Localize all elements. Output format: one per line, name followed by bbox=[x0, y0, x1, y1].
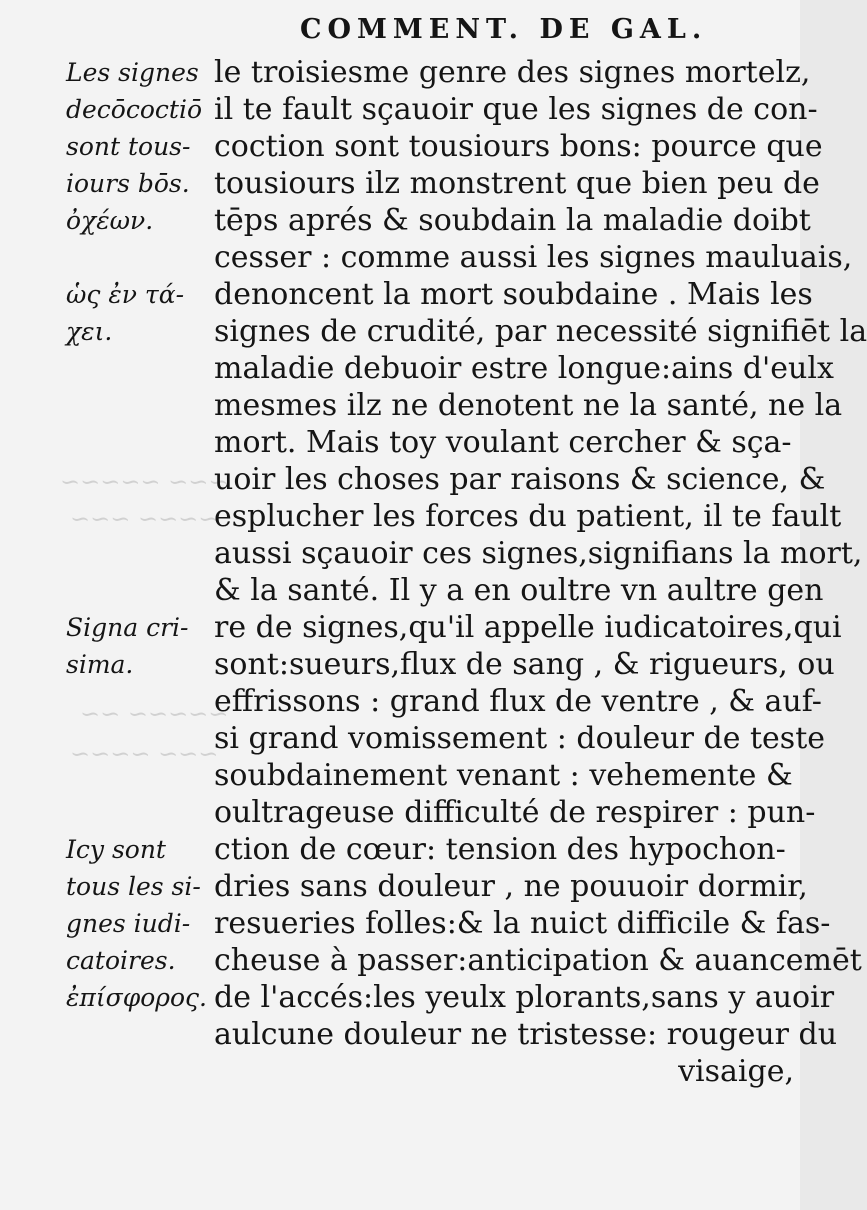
text-line: uoir les choses par raisons & science, & bbox=[214, 462, 826, 497]
text-line: soubdainement venant : vehemente & bbox=[214, 758, 793, 793]
running-head: COMMENT. DE GAL. bbox=[300, 14, 708, 45]
text-line: visaige, bbox=[678, 1054, 794, 1089]
margin-note: Les signes bbox=[66, 58, 199, 87]
text-line: il te fault sçauoir que les signes de con- bbox=[214, 92, 818, 127]
show-through-mark: ~~~~~ ~~ bbox=[80, 700, 229, 728]
text-line: esplucher les forces du patient, il te fault bbox=[214, 499, 842, 534]
text-line: maladie debuoir estre longue:ains d'eulx bbox=[214, 351, 834, 386]
margin-note: gnes iudi- bbox=[66, 909, 191, 938]
text-line: le troisiesme genre des signes mortelz, bbox=[214, 55, 811, 90]
text-line: aussi sçauoir ces signes,signifians la mort, bbox=[214, 536, 863, 571]
text-line: si grand vomissement : douleur de teste bbox=[214, 721, 826, 756]
text-line: dries sans douleur , ne pouuoir dormir, bbox=[214, 869, 808, 904]
show-through-mark: ~~~ ~~~~~ bbox=[60, 468, 229, 496]
margin-note: tous les si- bbox=[66, 872, 201, 901]
text-line: cesser : comme aussi les signes mauluais, bbox=[214, 240, 853, 275]
text-line: mesmes ilz ne denotent ne la santé, ne la bbox=[214, 388, 843, 423]
margin-note: ὡς ἐν τά- bbox=[66, 280, 185, 309]
text-line: oultrageuse difficulté de respirer : pun- bbox=[214, 795, 816, 830]
margin-note: catoires. bbox=[66, 946, 176, 975]
margin-note: ὀχέων. bbox=[66, 206, 154, 235]
margin-note: decōcoctiō bbox=[66, 95, 202, 124]
text-line: effrissons : grand flux de ventre , & auf- bbox=[214, 684, 822, 719]
text-line: tēps aprés & soubdain la maladie doibt bbox=[214, 203, 811, 238]
text-line: cheuse à passer:anticipation & auancemēt bbox=[214, 943, 862, 978]
text-line: coction sont tousiours bons: pource que bbox=[214, 129, 823, 164]
margin-note: iours bōs. bbox=[66, 169, 190, 198]
text-line: mort. Mais toy voulant cercher & sça- bbox=[214, 425, 792, 460]
margin-note: Icy sont bbox=[66, 835, 166, 864]
margin-note: sima. bbox=[66, 650, 134, 679]
text-line: re de signes,qu'il appelle iudicatoires,qui bbox=[214, 610, 842, 645]
show-through-mark: ~~~ ~~~~ bbox=[70, 740, 219, 768]
text-line: resueries folles:& la nuict difficile & fas- bbox=[214, 906, 831, 941]
text-line: de l'accés:les yeulx plorants,sans y auoir bbox=[214, 980, 835, 1015]
show-through-mark: ~~~~ ~~~ bbox=[70, 505, 219, 533]
text-line: signes de crudité, par necessité signifiēt la bbox=[214, 314, 867, 349]
text-line: sont:sueurs,flux de sang , & rigueurs, ou bbox=[214, 647, 835, 682]
margin-note: χει. bbox=[66, 317, 113, 346]
main-text bbox=[214, 54, 867, 1090]
margin-note: sont tous- bbox=[66, 132, 191, 161]
text-line: ction de cœur: tension des hypochon- bbox=[214, 832, 786, 867]
margin-note: ἐπίσφορος. bbox=[66, 983, 207, 1012]
text-line: tousiours ilz monstrent que bien peu de bbox=[214, 166, 820, 201]
text-line: denoncent la mort soubdaine . Mais les bbox=[214, 277, 813, 312]
margin-note: Signa cri- bbox=[66, 613, 189, 642]
text-line: & la santé. Il y a en oultre vn aultre gen bbox=[214, 573, 824, 608]
text-line: aulcune douleur ne tristesse: rougeur du bbox=[214, 1017, 838, 1052]
